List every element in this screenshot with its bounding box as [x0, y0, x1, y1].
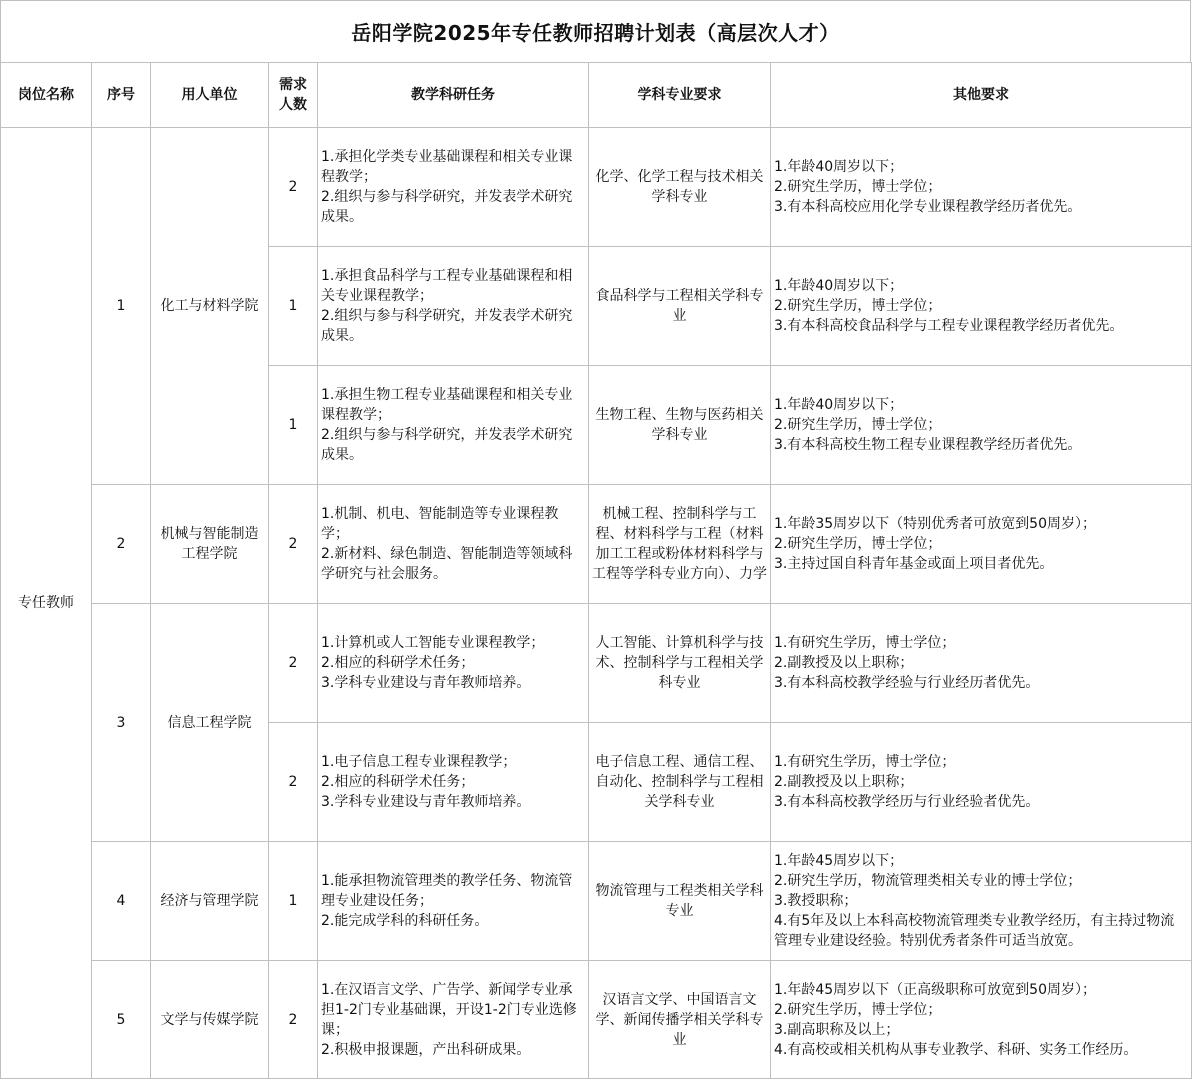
other-cell [771, 128, 1192, 247]
count-cell: 2 [269, 723, 318, 842]
header-unit: 用人单位 [151, 63, 269, 128]
other-cell [771, 961, 1192, 1079]
group-unit: 文学与传媒学院 [151, 961, 269, 1079]
recruitment-table [0, 62, 1192, 1079]
count-cell: 1 [269, 842, 318, 961]
count-cell: 2 [269, 128, 318, 247]
table-row [1, 604, 1192, 723]
group-index: 1 [92, 128, 151, 485]
tasks-text: 1.机制、机电、智能制造等专业课程教学； 2.新材料、绿色制造、智能制造等领域科学研究与社会服务。 [321, 506, 573, 582]
major-cell: 汉语言文学、中国语言文学、新闻传播学相关学科专业 [589, 961, 771, 1079]
tasks-text: 1.计算机或人工智能专业课程教学； 2.相应的科研学术任务； 3.学科专业建设与青年教师培养。 [321, 635, 545, 691]
other-cell [771, 723, 1192, 842]
position-name-cell: 专任教师 [1, 128, 92, 1079]
other-text: 1.年龄40周岁以下； 2.研究生学历，博士学位； 3.有本科高校生物工程专业课程教学经历者优先。 [774, 397, 1082, 453]
group-index: 3 [92, 604, 151, 842]
header-major: 学科专业要求 [589, 63, 771, 128]
group-index: 2 [92, 485, 151, 604]
header-count: 需求人数 [269, 63, 318, 128]
tasks-cell [318, 485, 589, 604]
group-unit: 化工与材料学院 [151, 128, 269, 485]
group-unit: 机械与智能制造工程学院 [151, 485, 269, 604]
other-text: 1.年龄40周岁以下； 2.研究生学历，博士学位； 3.有本科高校食品科学与工程专业课程教学经历者优先。 [774, 278, 1124, 334]
other-cell [771, 366, 1192, 485]
other-cell [771, 485, 1192, 604]
major-cell: 电子信息工程、通信工程、自动化、控制科学与工程相关学科专业 [589, 723, 771, 842]
count-cell: 2 [269, 485, 318, 604]
tasks-cell [318, 128, 589, 247]
group-unit: 信息工程学院 [151, 604, 269, 842]
table-row [1, 485, 1192, 604]
tasks-cell [318, 247, 589, 366]
table-row [1, 128, 1192, 247]
count-cell: 2 [269, 961, 318, 1079]
major-cell: 化学、化学工程与技术相关学科专业 [589, 128, 771, 247]
page-title: 岳阳学院2025年专任教师招聘计划表（高层次人才） [0, 0, 1191, 62]
tasks-cell [318, 366, 589, 485]
tasks-text: 1.能承担物流管理类的教学任务、物流管理专业建设任务； 2.能完成学科的科研任务。 [321, 873, 573, 929]
other-text: 1.年龄45周岁以下（正高级职称可放宽到50周岁）； 2.研究生学历，博士学位； 3.副高职称及以上； 4.有高校或相关机构从事专业教学、科研、实务工作经历。 [774, 981, 1138, 1058]
header-tasks: 教学科研任务 [318, 63, 589, 128]
other-text: 1.年龄35周岁以下（特别优秀者可放宽到50周岁）； 2.研究生学历，博士学位； 3.主持过国自科青年基金或面上项目者优先。 [774, 516, 1096, 572]
major-cell: 人工智能、计算机科学与技术、控制科学与工程相关学科专业 [589, 604, 771, 723]
tasks-cell [318, 961, 589, 1079]
table-row [1, 842, 1192, 961]
other-text: 1.年龄45周岁以下； 2.研究生学历，物流管理类相关专业的博士学位； 3.教授职称； 4.有5年及以上本科高校物流管理类专业教学经历，有主持过物流管理专业建设经验。特别优秀者条件可适当放宽。 [774, 853, 1175, 949]
tasks-text: 1.电子信息工程专业课程教学； 2.相应的科研学术任务； 3.学科专业建设与青年教师培养。 [321, 754, 531, 810]
group-index: 5 [92, 961, 151, 1079]
other-cell [771, 842, 1192, 961]
other-text: 1.有研究生学历，博士学位； 2.副教授及以上职称； 3.有本科高校教学经历与行业经验者优先。 [774, 754, 1040, 810]
major-cell: 机械工程、控制科学与工程、材料科学与工程（材料加工工程或粉体材料科学与工程等学科专业方向）、力学 [589, 485, 771, 604]
tasks-text: 1.承担生物工程专业基础课程和相关专业课程教学； 2.组织与参与科学研究，并发表学术研究成果。 [321, 387, 573, 463]
group-index: 4 [92, 842, 151, 961]
other-cell [771, 604, 1192, 723]
table-row [1, 961, 1192, 1079]
tasks-text: 1.在汉语言文学、广告学、新闻学专业承担1-2门专业基础课，开设1-2门专业选修课； 2.积极申报课题，产出科研成果。 [321, 981, 577, 1058]
count-cell: 1 [269, 247, 318, 366]
tasks-cell [318, 842, 589, 961]
major-cell: 食品科学与工程相关学科专业 [589, 247, 771, 366]
header-row [1, 63, 1192, 128]
header-position: 岗位名称 [1, 63, 92, 128]
header-other: 其他要求 [771, 63, 1192, 128]
other-text: 1.年龄40周岁以下； 2.研究生学历，博士学位； 3.有本科高校应用化学专业课程教学经历者优先。 [774, 159, 1082, 215]
major-cell: 生物工程、生物与医药相关学科专业 [589, 366, 771, 485]
major-cell: 物流管理与工程类相关学科专业 [589, 842, 771, 961]
tasks-text: 1.承担食品科学与工程专业基础课程和相关专业课程教学； 2.组织与参与科学研究，并发表学术研究成果。 [321, 268, 573, 344]
other-text: 1.有研究生学历，博士学位； 2.副教授及以上职称； 3.有本科高校教学经验与行业经历者优先。 [774, 635, 1040, 691]
count-cell: 2 [269, 604, 318, 723]
tasks-text: 1.承担化学类专业基础课程和相关专业课程教学； 2.组织与参与科学研究，并发表学术研究成果。 [321, 149, 573, 225]
tasks-cell [318, 604, 589, 723]
count-cell: 1 [269, 366, 318, 485]
header-index: 序号 [92, 63, 151, 128]
other-cell [771, 247, 1192, 366]
group-unit: 经济与管理学院 [151, 842, 269, 961]
tasks-cell [318, 723, 589, 842]
